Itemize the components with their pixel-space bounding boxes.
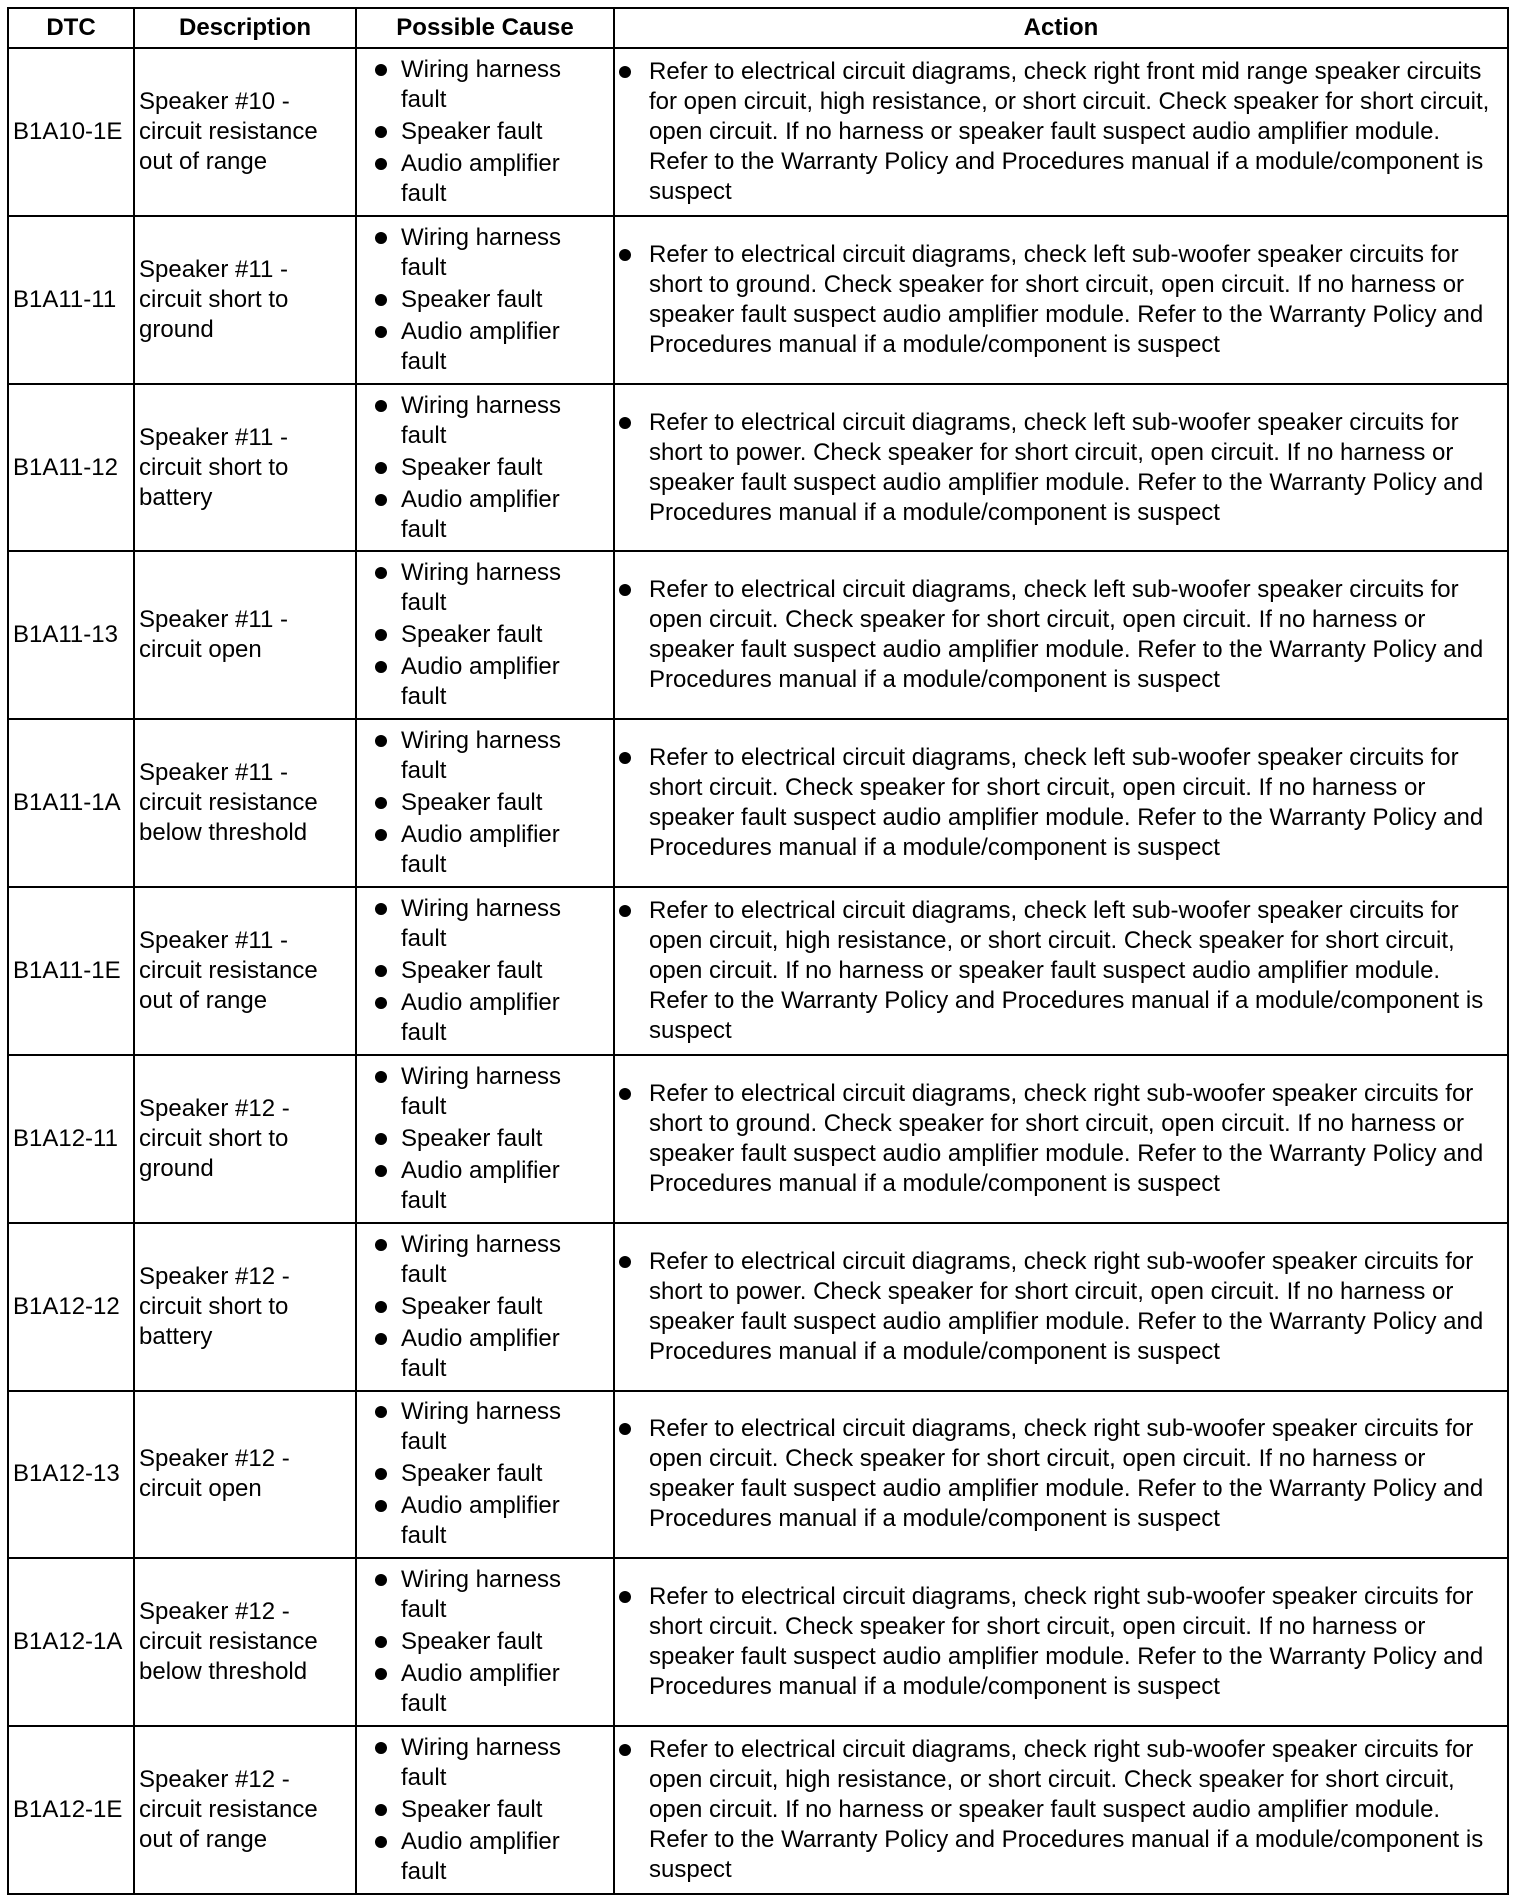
possible-cause-item: Speaker fault <box>361 620 609 650</box>
action-list <box>619 408 1503 528</box>
possible-cause-item: Speaker fault <box>361 956 609 986</box>
dtc-code: B1A12-13 <box>8 1391 134 1559</box>
action-list <box>619 575 1503 695</box>
header-row <box>8 8 1508 48</box>
possible-cause-item: Audio amplifier fault <box>361 149 609 209</box>
table-row <box>8 719 1508 887</box>
possible-cause-cell <box>356 1391 614 1559</box>
action-cell <box>614 1558 1508 1726</box>
dtc-code: B1A11-11 <box>8 216 134 384</box>
table-row <box>8 1223 1508 1391</box>
action-list <box>619 57 1503 207</box>
dtc-code: B1A12-1E <box>8 1726 134 1894</box>
possible-cause-item: Wiring harness fault <box>361 1733 609 1793</box>
possible-cause-item: Audio amplifier fault <box>361 1491 609 1551</box>
possible-cause-cell <box>356 1558 614 1726</box>
possible-cause-item: Audio amplifier fault <box>361 1324 609 1384</box>
action-cell <box>614 1391 1508 1559</box>
action-list <box>619 1079 1503 1199</box>
possible-cause-item: Speaker fault <box>361 1795 609 1825</box>
possible-cause-item: Wiring harness fault <box>361 726 609 786</box>
dtc-description: Speaker #11 - circuit short to ground <box>134 216 356 384</box>
table-row <box>8 1558 1508 1726</box>
possible-cause-list <box>361 726 609 880</box>
possible-cause-list <box>361 55 609 209</box>
dtc-description: Speaker #12 - circuit open <box>134 1391 356 1559</box>
action-text: Refer to electrical circuit diagrams, check right sub-woofer speaker circuits for open circuit, high resistance, or short circuit. Check speaker for short circuit, open circuit. If no harness or speaker fault suspect audio amplifier module. Refer to the Warranty Policy and Procedures manual if a module/component is suspect <box>619 1735 1503 1885</box>
dtc-description: Speaker #11 - circuit resistance out of range <box>134 887 356 1055</box>
possible-cause-item: Wiring harness fault <box>361 391 609 451</box>
possible-cause-cell <box>356 216 614 384</box>
action-list <box>619 743 1503 863</box>
possible-cause-cell <box>356 1223 614 1391</box>
possible-cause-item: Wiring harness fault <box>361 223 609 283</box>
dtc-code: B1A12-11 <box>8 1055 134 1223</box>
action-text: Refer to electrical circuit diagrams, check right sub-woofer speaker circuits for open circuit. Check speaker for short circuit, open circuit. If no harness or speaker fault suspect audio amplifier module. Refer to the Warranty Policy and Procedures manual if a module/component is suspect <box>619 1414 1503 1534</box>
dtc-table <box>7 7 1509 1895</box>
possible-cause-item: Wiring harness fault <box>361 55 609 115</box>
possible-cause-item: Wiring harness fault <box>361 894 609 954</box>
dtc-description: Speaker #11 - circuit resistance below threshold <box>134 719 356 887</box>
action-cell <box>614 719 1508 887</box>
action-text: Refer to electrical circuit diagrams, check left sub-woofer speaker circuits for open circuit. Check speaker for short circuit, open circuit. If no harness or speaker fault suspect audio amplifier module. Refer to the Warranty Policy and Procedures manual if a module/component is suspect <box>619 575 1503 695</box>
action-text: Refer to electrical circuit diagrams, check left sub-woofer speaker circuits for short to power. Check speaker for short circuit, open circuit. If no harness or speaker fault suspect audio amplifier module. Refer to the Warranty Policy and Procedures manual if a module/component is suspect <box>619 408 1503 528</box>
table-row <box>8 887 1508 1055</box>
possible-cause-cell <box>356 1726 614 1894</box>
action-list <box>619 1582 1503 1702</box>
table-row <box>8 384 1508 552</box>
action-cell <box>614 1223 1508 1391</box>
action-cell <box>614 216 1508 384</box>
action-text: Refer to electrical circuit diagrams, check right sub-woofer speaker circuits for short to power. Check speaker for short circuit, open circuit. If no harness or speaker fault suspect audio amplifier module. Refer to the Warranty Policy and Procedures manual if a module/component is suspect <box>619 1247 1503 1367</box>
header-dtc: DTC <box>8 8 134 48</box>
possible-cause-item: Wiring harness fault <box>361 558 609 618</box>
possible-cause-list <box>361 391 609 545</box>
action-text: Refer to electrical circuit diagrams, check left sub-woofer speaker circuits for open circuit, high resistance, or short circuit. Check speaker for short circuit, open circuit. If no harness or speaker fault suspect audio amplifier module. Refer to the Warranty Policy and Procedures manual if a module/component is suspect <box>619 896 1503 1046</box>
possible-cause-item: Audio amplifier fault <box>361 988 609 1048</box>
action-text: Refer to electrical circuit diagrams, check right sub-woofer speaker circuits for short circuit. Check speaker for short circuit, open circuit. If no harness or speaker fault suspect audio amplifier module. Refer to the Warranty Policy and Procedures manual if a module/component is suspect <box>619 1582 1503 1702</box>
possible-cause-list <box>361 1062 609 1216</box>
dtc-description: Speaker #12 - circuit short to ground <box>134 1055 356 1223</box>
possible-cause-cell <box>356 551 614 719</box>
dtc-code: B1A11-12 <box>8 384 134 552</box>
table-row <box>8 1055 1508 1223</box>
header-action: Action <box>614 8 1508 48</box>
possible-cause-cell <box>356 384 614 552</box>
dtc-code: B1A12-12 <box>8 1223 134 1391</box>
dtc-description: Speaker #12 - circuit resistance out of range <box>134 1726 356 1894</box>
possible-cause-item: Wiring harness fault <box>361 1565 609 1625</box>
possible-cause-list <box>361 1397 609 1551</box>
possible-cause-item: Speaker fault <box>361 788 609 818</box>
possible-cause-item: Speaker fault <box>361 1124 609 1154</box>
dtc-code: B1A10-1E <box>8 48 134 216</box>
action-text: Refer to electrical circuit diagrams, check right front mid range speaker circuits for open circuit, high resistance, or short circuit. Check speaker for short circuit, open circuit. If no harness or speaker fault suspect audio amplifier module. Refer to the Warranty Policy and Procedures manual if a module/component is suspect <box>619 57 1503 207</box>
possible-cause-item: Speaker fault <box>361 1459 609 1489</box>
action-cell <box>614 1055 1508 1223</box>
action-cell <box>614 887 1508 1055</box>
possible-cause-item: Speaker fault <box>361 453 609 483</box>
possible-cause-item: Speaker fault <box>361 1627 609 1657</box>
possible-cause-item: Audio amplifier fault <box>361 317 609 377</box>
possible-cause-cell <box>356 48 614 216</box>
possible-cause-item: Audio amplifier fault <box>361 820 609 880</box>
action-list <box>619 1414 1503 1534</box>
action-list <box>619 1735 1503 1885</box>
possible-cause-item: Wiring harness fault <box>361 1397 609 1457</box>
action-list <box>619 240 1503 360</box>
dtc-code: B1A11-1A <box>8 719 134 887</box>
possible-cause-cell <box>356 887 614 1055</box>
action-cell <box>614 48 1508 216</box>
dtc-description: Speaker #12 - circuit resistance below threshold <box>134 1558 356 1726</box>
possible-cause-list <box>361 1733 609 1887</box>
possible-cause-list <box>361 223 609 377</box>
dtc-code: B1A12-1A <box>8 1558 134 1726</box>
action-cell <box>614 384 1508 552</box>
header-possible-cause: Possible Cause <box>356 8 614 48</box>
table-row <box>8 551 1508 719</box>
possible-cause-item: Audio amplifier fault <box>361 1827 609 1887</box>
dtc-description: Speaker #11 - circuit short to battery <box>134 384 356 552</box>
action-text: Refer to electrical circuit diagrams, check left sub-woofer speaker circuits for short circuit. Check speaker for short circuit, open circuit. If no harness or speaker fault suspect audio amplifier module. Refer to the Warranty Policy and Procedures manual if a module/component is suspect <box>619 743 1503 863</box>
possible-cause-item: Speaker fault <box>361 285 609 315</box>
possible-cause-item: Audio amplifier fault <box>361 1659 609 1719</box>
action-list <box>619 896 1503 1046</box>
table-row <box>8 216 1508 384</box>
possible-cause-item: Speaker fault <box>361 1292 609 1322</box>
possible-cause-item: Audio amplifier fault <box>361 652 609 712</box>
dtc-code: B1A11-1E <box>8 887 134 1055</box>
possible-cause-list <box>361 894 609 1048</box>
action-text: Refer to electrical circuit diagrams, check left sub-woofer speaker circuits for short to ground. Check speaker for short circuit, open circuit. If no harness or speaker fault suspect audio amplifier module. Refer to the Warranty Policy and Procedures manual if a module/component is suspect <box>619 240 1503 360</box>
action-list <box>619 1247 1503 1367</box>
action-cell <box>614 551 1508 719</box>
action-text: Refer to electrical circuit diagrams, check right sub-woofer speaker circuits for short to ground. Check speaker for short circuit, open circuit. If no harness or speaker fault suspect audio amplifier module. Refer to the Warranty Policy and Procedures manual if a module/component is suspect <box>619 1079 1503 1199</box>
header-description: Description <box>134 8 356 48</box>
dtc-code: B1A11-13 <box>8 551 134 719</box>
possible-cause-item: Wiring harness fault <box>361 1062 609 1122</box>
table-row <box>8 1726 1508 1894</box>
table-row <box>8 1391 1508 1559</box>
possible-cause-item: Speaker fault <box>361 117 609 147</box>
table-row <box>8 48 1508 216</box>
possible-cause-list <box>361 558 609 712</box>
possible-cause-list <box>361 1565 609 1719</box>
possible-cause-item: Audio amplifier fault <box>361 485 609 545</box>
possible-cause-list <box>361 1230 609 1384</box>
table-body <box>8 48 1508 1894</box>
possible-cause-cell <box>356 1055 614 1223</box>
possible-cause-cell <box>356 719 614 887</box>
action-cell <box>614 1726 1508 1894</box>
dtc-description: Speaker #10 - circuit resistance out of range <box>134 48 356 216</box>
possible-cause-item: Audio amplifier fault <box>361 1156 609 1216</box>
dtc-description: Speaker #11 - circuit open <box>134 551 356 719</box>
dtc-description: Speaker #12 - circuit short to battery <box>134 1223 356 1391</box>
possible-cause-item: Wiring harness fault <box>361 1230 609 1290</box>
